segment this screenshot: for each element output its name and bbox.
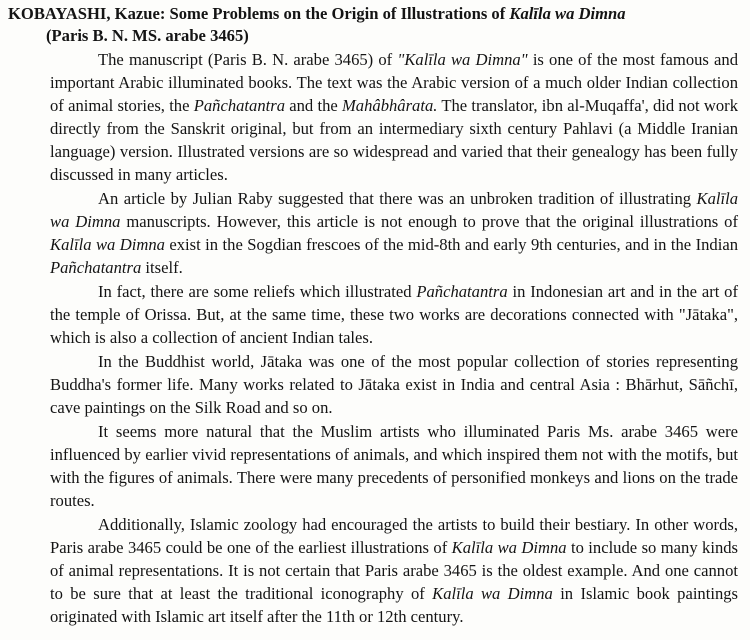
author-name: KOBAYASHI, Kazue bbox=[8, 4, 160, 23]
text-segment: Additionally, Islamic zoology had encouraged the artists to build their bestiary. In other words, Paris arabe 3465 could be one of the earliest illustrations of bbox=[50, 515, 738, 557]
italic-text-segment: Pañchatantra bbox=[416, 282, 508, 301]
italic-text-segment: Kalīla wa Dimna bbox=[50, 189, 738, 231]
italic-text-segment: Pañchatantra bbox=[50, 258, 142, 277]
body-paragraph bbox=[50, 350, 738, 419]
text-segment: An article by Julian Raby suggested that there was an unbroken tradition of illustrating bbox=[98, 189, 697, 208]
article-title-italic: Kalīla wa Dimna bbox=[509, 4, 626, 23]
italic-text-segment: Kalīla wa Dimna bbox=[451, 538, 567, 557]
text-segment: in Islamic book paintings originated with Islamic art itself after the 11th or 12th century. bbox=[50, 584, 739, 626]
text-segment: and the bbox=[285, 96, 342, 115]
text-segment: to include so many kinds of animal representations. It is not certain that Paris arabe 3465 is the oldest example. And one cannot to be sure that at least the traditional iconography of bbox=[50, 538, 739, 603]
text-segment: manuscripts. However, this article is not enough to prove that the original illustrations of bbox=[120, 212, 739, 231]
italic-text-segment: Kalīla wa Dimna bbox=[432, 584, 553, 603]
text-segment: is one of the most famous and important Arabic illuminated books. The text was the Arabic version of a much older Indian collection of animal stories, the bbox=[50, 50, 739, 115]
body-paragraph bbox=[50, 280, 738, 349]
body-paragraph bbox=[50, 187, 738, 279]
article-body bbox=[50, 48, 738, 628]
italic-text-segment: Mahâbhârata. bbox=[341, 96, 438, 115]
text-segment: In fact, there are some reliefs which illustrated bbox=[98, 282, 417, 301]
text-segment: in Indonesian art and in the art of the temple of Orissa. But, at the same time, these two works are decorations connected with "Jātaka", which is also a collection of ancient Indian tales. bbox=[50, 282, 738, 347]
body-paragraph bbox=[50, 420, 738, 512]
italic-text-segment: "Kalīla wa Dimna" bbox=[397, 50, 528, 69]
title-separator: : bbox=[159, 4, 166, 23]
text-segment: In the Buddhist world, Jātaka was one of the most popular collection of stories representing Buddha's former life. Many works related to Jātaka exist in India and central Asia : Bhārhut, Sāñchī, cave paintings on the Silk Road and so on. bbox=[50, 352, 738, 417]
text-segment: itself. bbox=[141, 258, 183, 277]
article-subtitle: (Paris B. N. MS. arabe 3465) bbox=[46, 26, 249, 45]
article-title: Some Problems on the Origin of Illustrations of bbox=[169, 4, 506, 23]
text-segment: The translator, ibn al-Muqaffa', did not work directly from the Sanskrit original, but from an intermediary sixth century Pahlavi (a Middle Iranian language) version. Illustrated versions are so widespread and varied that their genealogy has been fully discussed in many articles. bbox=[50, 96, 738, 184]
text-segment: The manuscript (Paris B. N. arabe 3465) of bbox=[98, 50, 398, 69]
italic-text-segment: Pañchatantra bbox=[193, 96, 285, 115]
article-heading bbox=[8, 3, 738, 47]
body-paragraph bbox=[50, 513, 738, 628]
body-paragraph bbox=[50, 48, 738, 186]
text-segment: It seems more natural that the Muslim artists who illuminated Paris Ms. arabe 3465 were influenced by earlier vivid representations of animals, and which inspired them not with the motifs, but with the figures of animals. There were many precedents of personified monkeys and lions on the trade routes. bbox=[50, 422, 738, 510]
italic-text-segment: Kalīla wa Dimna bbox=[50, 235, 165, 254]
text-segment: exist in the Sogdian frescoes of the mid-8th and early 9th centuries, and in the Indian bbox=[164, 235, 738, 254]
